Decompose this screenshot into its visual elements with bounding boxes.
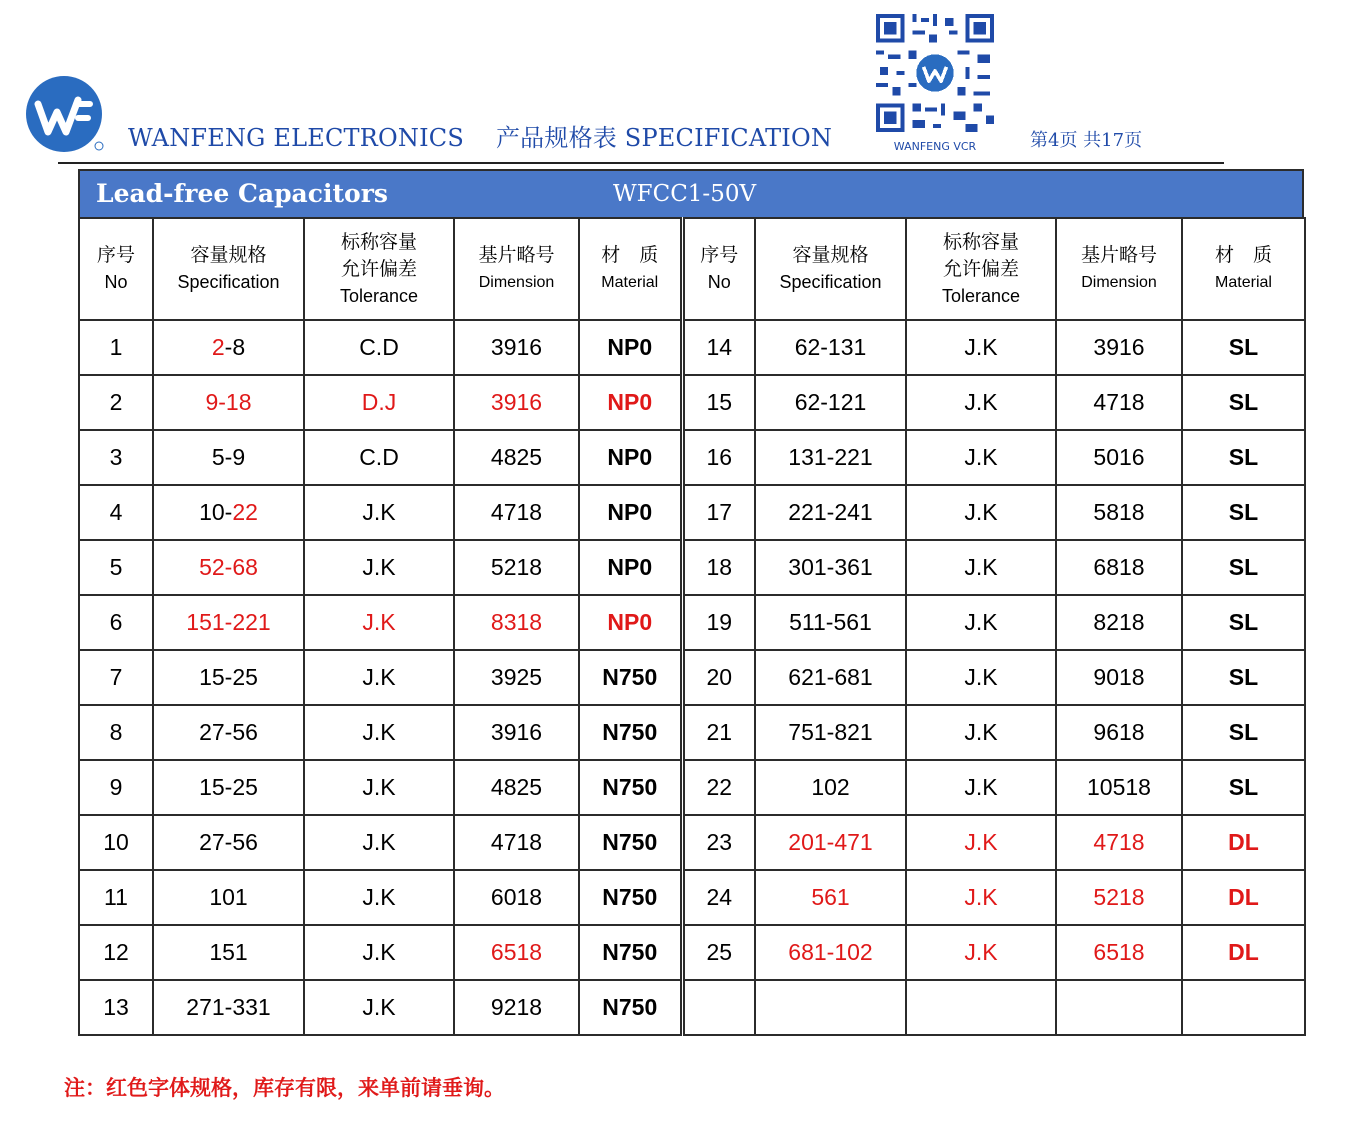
table-row	[79, 595, 1305, 650]
cell-tolerance: J.K	[304, 870, 454, 925]
cell-no: 11	[79, 870, 153, 925]
cell-material: NP0	[579, 595, 682, 650]
table-row	[79, 870, 1305, 925]
cell-tolerance: C.D	[304, 430, 454, 485]
cell-dimension: 4718	[1056, 375, 1182, 430]
col-header-no: 序号 No	[79, 218, 153, 320]
cell-spec: 15-25	[153, 650, 304, 705]
cell-dimension: 6518	[454, 925, 579, 980]
cell-material: SL	[1182, 540, 1305, 595]
cell-spec: 52-68	[153, 540, 304, 595]
cell-material: NP0	[579, 430, 682, 485]
cell-material: N750	[579, 650, 682, 705]
cell-spec: 201-471	[755, 815, 906, 870]
cell-tolerance: J.K	[304, 925, 454, 980]
cell-dimension: 5218	[1056, 870, 1182, 925]
cell-tolerance: J.K	[304, 760, 454, 815]
cell-dimension: 3916	[454, 705, 579, 760]
cell-material: NP0	[579, 375, 682, 430]
band-model: WFCC1-50V	[613, 181, 757, 207]
table-row	[79, 650, 1305, 705]
cell-dimension: 6518	[1056, 925, 1182, 980]
cell-dimension: 9618	[1056, 705, 1182, 760]
cell-tolerance: J.K	[304, 815, 454, 870]
cell-spec: 131-221	[755, 430, 906, 485]
cell-spec: 151-221	[153, 595, 304, 650]
cell-spec: 102	[755, 760, 906, 815]
band-title: Lead-free Capacitors	[96, 179, 388, 208]
cell-tolerance: J.K	[304, 650, 454, 705]
wanfeng-logo	[24, 74, 104, 154]
qr-caption: WANFENG VCR	[893, 140, 977, 153]
cell-no: 4	[79, 485, 153, 540]
cell-dimension: 8318	[454, 595, 579, 650]
cell-material: DL	[1182, 815, 1305, 870]
table-row	[79, 760, 1305, 815]
title-band	[78, 169, 1304, 217]
cell-tolerance: J.K	[906, 650, 1056, 705]
cell-tolerance: J.K	[304, 705, 454, 760]
cell-no: 12	[79, 925, 153, 980]
cell-tolerance: J.K	[906, 320, 1056, 375]
cell-material: N750	[579, 980, 682, 1035]
cell-spec: 221-241	[755, 485, 906, 540]
col-header-tolerance: 标称容量 允许偏差 Tolerance	[906, 218, 1056, 320]
cell-spec: 561	[755, 870, 906, 925]
cell-material: SL	[1182, 430, 1305, 485]
cell-empty	[906, 980, 1056, 1035]
spec-table	[78, 217, 1306, 1036]
col-header-material: 材 质 Material	[579, 218, 682, 320]
cell-empty	[682, 980, 755, 1035]
cell-material: NP0	[579, 320, 682, 375]
cell-tolerance: J.K	[304, 540, 454, 595]
cell-material: SL	[1182, 485, 1305, 540]
page-indicator: 第4页 共17页	[1030, 130, 1143, 151]
cell-material: DL	[1182, 870, 1305, 925]
cell-no: 20	[682, 650, 755, 705]
cell-dimension: 10518	[1056, 760, 1182, 815]
col-header-tolerance: 标称容量 允许偏差 Tolerance	[304, 218, 454, 320]
cell-tolerance: J.K	[304, 595, 454, 650]
table-row	[79, 980, 1305, 1035]
table-row	[79, 705, 1305, 760]
cell-no: 1	[79, 320, 153, 375]
cell-spec: 62-131	[755, 320, 906, 375]
cell-dimension: 4718	[454, 815, 579, 870]
cell-dimension: 9018	[1056, 650, 1182, 705]
cell-tolerance: J.K	[906, 925, 1056, 980]
cell-empty	[755, 980, 906, 1035]
cell-tolerance: J.K	[906, 760, 1056, 815]
cell-dimension: 5016	[1056, 430, 1182, 485]
cell-no: 19	[682, 595, 755, 650]
col-header-spec: 容量规格 Specification	[153, 218, 304, 320]
cell-spec: 27-56	[153, 705, 304, 760]
cell-spec: 15-25	[153, 760, 304, 815]
cell-spec: 151	[153, 925, 304, 980]
cell-spec: 27-56	[153, 815, 304, 870]
cell-material: SL	[1182, 320, 1305, 375]
cell-dimension: 4825	[454, 760, 579, 815]
cell-no: 23	[682, 815, 755, 870]
table-header-row	[79, 218, 1305, 320]
cell-dimension: 6018	[454, 870, 579, 925]
cell-no: 7	[79, 650, 153, 705]
cell-no: 14	[682, 320, 755, 375]
cell-dimension: 4825	[454, 430, 579, 485]
company-name: WANFENG ELECTRONICS	[128, 124, 464, 152]
cell-spec: 9-18	[153, 375, 304, 430]
table-row	[79, 320, 1305, 375]
cell-spec: 10-22	[153, 485, 304, 540]
table-row	[79, 430, 1305, 485]
document-title: 产品规格表 SPECIFICATION	[495, 124, 833, 152]
cell-empty	[1182, 980, 1305, 1035]
cell-dimension: 3916	[454, 375, 579, 430]
col-header-no: 序号 No	[682, 218, 755, 320]
table-row	[79, 540, 1305, 595]
cell-dimension: 5818	[1056, 485, 1182, 540]
cell-material: NP0	[579, 540, 682, 595]
cell-material: N750	[579, 705, 682, 760]
cell-dimension: 8218	[1056, 595, 1182, 650]
cell-dimension: 9218	[454, 980, 579, 1035]
cell-no: 2	[79, 375, 153, 430]
cell-empty	[1056, 980, 1182, 1035]
cell-dimension: 3916	[454, 320, 579, 375]
cell-spec: 621-681	[755, 650, 906, 705]
cell-tolerance: J.K	[304, 485, 454, 540]
qr-code-icon	[876, 14, 994, 132]
cell-tolerance: J.K	[906, 375, 1056, 430]
cell-dimension: 4718	[454, 485, 579, 540]
cell-no: 6	[79, 595, 153, 650]
cell-material: DL	[1182, 925, 1305, 980]
cell-no: 3	[79, 430, 153, 485]
cell-tolerance: J.K	[906, 540, 1056, 595]
cell-no: 9	[79, 760, 153, 815]
cell-no: 17	[682, 485, 755, 540]
cell-dimension: 6818	[1056, 540, 1182, 595]
cell-material: SL	[1182, 650, 1305, 705]
col-header-dimension: 基片略号 Dimension	[454, 218, 579, 320]
col-header-material: 材 质 Material	[1182, 218, 1305, 320]
cell-material: SL	[1182, 375, 1305, 430]
cell-spec: 101	[153, 870, 304, 925]
table-row	[79, 375, 1305, 430]
cell-dimension: 4718	[1056, 815, 1182, 870]
cell-material: NP0	[579, 485, 682, 540]
col-header-dimension: 基片略号 Dimension	[1056, 218, 1182, 320]
cell-tolerance: C.D	[304, 320, 454, 375]
cell-tolerance: J.K	[906, 815, 1056, 870]
cell-tolerance: J.K	[906, 485, 1056, 540]
cell-material: N750	[579, 815, 682, 870]
cell-material: SL	[1182, 705, 1305, 760]
cell-no: 25	[682, 925, 755, 980]
cell-spec: 2-8	[153, 320, 304, 375]
table-row	[79, 815, 1305, 870]
table-row	[79, 485, 1305, 540]
cell-tolerance: J.K	[304, 980, 454, 1035]
stock-note: 注：红色字体规格，库存有限，来单前请垂询。	[64, 1076, 505, 1100]
cell-tolerance: D.J	[304, 375, 454, 430]
cell-spec: 681-102	[755, 925, 906, 980]
cell-tolerance: J.K	[906, 870, 1056, 925]
cell-spec: 511-561	[755, 595, 906, 650]
col-header-spec: 容量规格 Specification	[755, 218, 906, 320]
cell-tolerance: J.K	[906, 430, 1056, 485]
cell-spec: 751-821	[755, 705, 906, 760]
cell-no: 22	[682, 760, 755, 815]
cell-tolerance: J.K	[906, 705, 1056, 760]
cell-no: 8	[79, 705, 153, 760]
cell-dimension: 5218	[454, 540, 579, 595]
cell-material: SL	[1182, 595, 1305, 650]
cell-material: N750	[579, 870, 682, 925]
cell-material: N750	[579, 925, 682, 980]
cell-no: 24	[682, 870, 755, 925]
cell-no: 10	[79, 815, 153, 870]
cell-spec: 62-121	[755, 375, 906, 430]
cell-no: 21	[682, 705, 755, 760]
cell-spec: 271-331	[153, 980, 304, 1035]
cell-material: N750	[579, 760, 682, 815]
cell-dimension: 3916	[1056, 320, 1182, 375]
cell-dimension: 3925	[454, 650, 579, 705]
cell-no: 18	[682, 540, 755, 595]
cell-no: 13	[79, 980, 153, 1035]
cell-tolerance: J.K	[906, 595, 1056, 650]
cell-no: 16	[682, 430, 755, 485]
company-header	[128, 118, 832, 153]
cell-no: 5	[79, 540, 153, 595]
table-row	[79, 925, 1305, 980]
header-divider	[58, 162, 1224, 164]
cell-spec: 301-361	[755, 540, 906, 595]
cell-spec: 5-9	[153, 430, 304, 485]
cell-no: 15	[682, 375, 755, 430]
cell-material: SL	[1182, 760, 1305, 815]
